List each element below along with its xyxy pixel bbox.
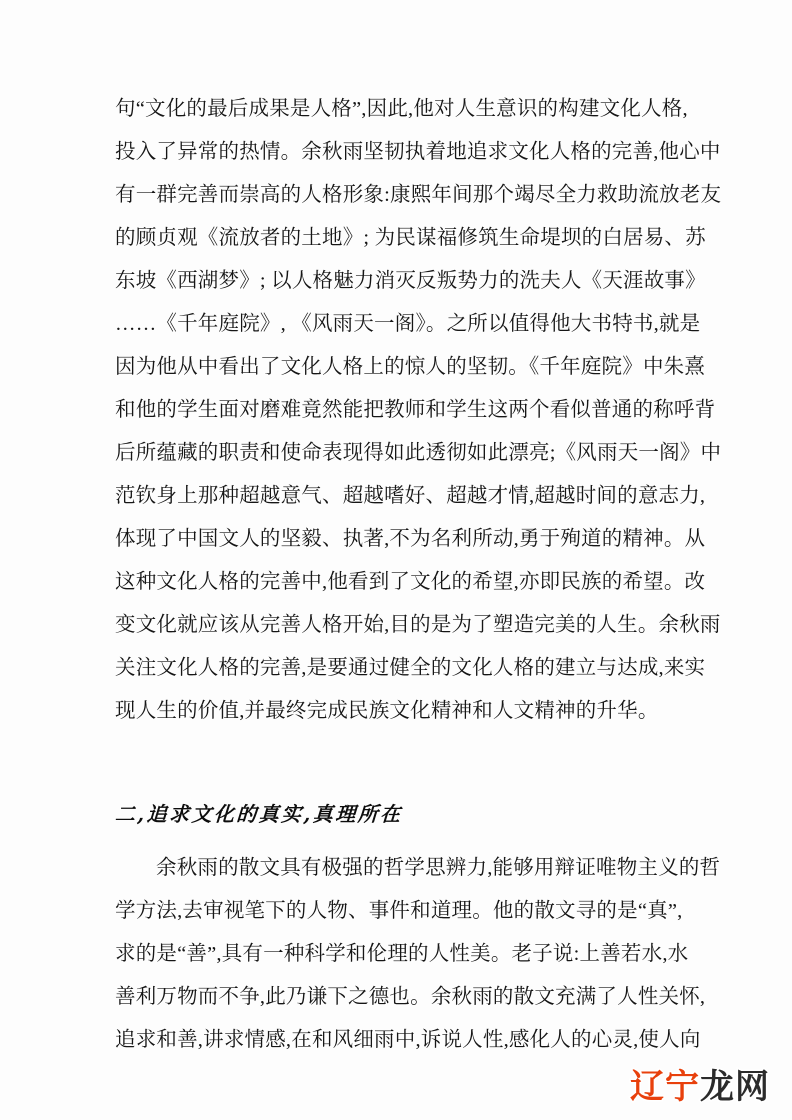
text-line-content: 的顾贞观《流放者的土地》; 为民谋福修筑生命堤坝的白居易、苏 xyxy=(115,227,706,249)
text-line xyxy=(115,1019,701,1062)
text-line xyxy=(115,174,722,217)
text-line-content: 范钦身上那种超越意气、超越嗜好、超越才情,超越时间的意志力, xyxy=(115,485,706,507)
text-line-content: 变文化就应该从完善人格开始,目的是为了塑造完美的人生。余秋雨 xyxy=(115,614,721,636)
watermark-part-1: 辽宁 xyxy=(630,1067,700,1107)
text-line-content: 体现了中国文人的坚毅、执著,不为名利所动,勇于殉道的精神。从 xyxy=(115,528,706,550)
watermark xyxy=(630,1067,770,1107)
text-line-content: 句“文化的最后成果是人格”,因此,他对人生意识的构建文化人格, xyxy=(115,98,688,120)
text-line xyxy=(115,518,706,561)
text-line xyxy=(115,432,722,475)
paragraph-1 xyxy=(115,88,722,733)
text-line-content: 因为他从中看出了文化人格上的惊人的坚韧。《千年庭院》中朱熹 xyxy=(115,356,706,378)
section-heading-2: 二,追求文化的真实,真理所在 xyxy=(114,802,404,826)
text-line: 现人生的价值,并最终完成民族文化精神和人文精神的升华。 xyxy=(115,700,659,722)
text-line xyxy=(115,933,689,976)
text-line-content: 这种文化人格的完善中,他看到了文化的希望,亦即民族的希望。改 xyxy=(115,571,706,593)
text-line xyxy=(115,561,706,604)
text-line-content: 善利万物而不争,此乃谦下之德也。余秋雨的散文充满了人性关怀, xyxy=(115,986,706,1008)
spacer xyxy=(115,733,681,797)
watermark-part-2: 龙网 xyxy=(700,1067,770,1107)
text-line-content: 有一群完善而崇高的人格形象:康熙年间那个竭尽全力救助流放老友 xyxy=(115,184,722,206)
text-line xyxy=(115,604,721,647)
text-line xyxy=(115,346,706,389)
text-line-content: 后所蕴藏的职责和使命表现得如此透彻如此漂亮;《风雨天一阁》中 xyxy=(115,442,722,464)
text-line xyxy=(115,389,716,432)
text-line xyxy=(115,847,721,890)
text-line-content: 投入了异常的热情。余秋雨坚韧执着地追求文化人格的完善,他心中 xyxy=(115,141,721,163)
text-line-content: 东坡《西湖梦》; 以人格魅力消灭反叛势力的洗夫人《天涯故事》 xyxy=(115,270,706,292)
paragraph-2 xyxy=(115,847,721,1062)
text-line xyxy=(115,475,706,518)
text-line xyxy=(115,217,706,260)
text-line xyxy=(115,260,706,303)
text-line-content: 追求和善,讲求情感,在和风细雨中,诉说人性,感化人的心灵,使人向 xyxy=(115,1029,701,1051)
text-line xyxy=(115,976,706,1019)
text-line-content: 关注文化人格的完善,是要通过健全的文化人格的建立与达成,来实 xyxy=(115,657,706,679)
spacer xyxy=(115,831,681,847)
text-line-content: 学方法,去审视笔下的人物、事件和道理。他的散文寻的是“真”, xyxy=(115,900,683,922)
page-content xyxy=(114,88,722,1062)
text-line-content: 和他的学生面对磨难竟然能把教师和学生这两个看似普通的称呼背 xyxy=(115,399,716,421)
text-line-content: 求的是“善”,具有一种科学和伦理的人性美。老子说:上善若水,水 xyxy=(115,943,689,965)
text-line xyxy=(115,131,721,174)
paragraph-indent xyxy=(115,847,720,890)
text-line xyxy=(115,890,681,933)
text-line-content: ……《千年庭院》, 《风雨天一阁》。之所以值得他大书特书,就是 xyxy=(115,313,701,335)
text-line xyxy=(115,647,706,690)
text-line xyxy=(115,303,701,346)
text-line xyxy=(115,88,688,131)
text-line-content: 余秋雨的散文具有极强的哲学思辨力,能够用辩证唯物主义的哲 xyxy=(156,857,721,879)
